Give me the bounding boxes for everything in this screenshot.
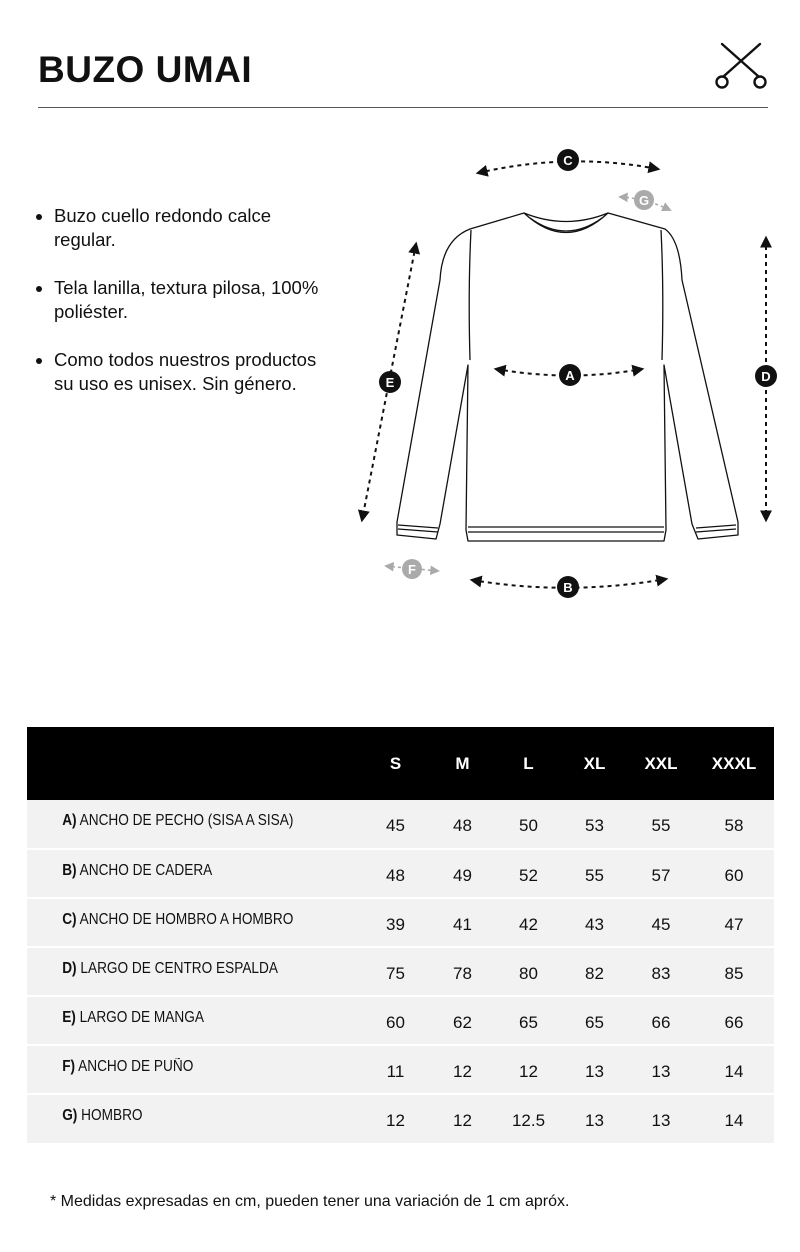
cell-value: 13 [651, 1111, 671, 1130]
cell-value: 11 [386, 1062, 405, 1081]
cell-value: 60 [724, 866, 744, 885]
size-header-m: M [455, 753, 470, 773]
svg-text:F: F [408, 562, 416, 577]
garment-diagram [330, 130, 800, 610]
cell-value: 85 [724, 964, 744, 983]
table-row [27, 1045, 774, 1094]
bullet-icon [36, 358, 42, 364]
feature-item: Tela lanilla, textura pilosa, 100% poliéster. [34, 276, 334, 324]
table-row [27, 996, 774, 1045]
table-row [27, 898, 774, 947]
svg-text:C: C [563, 153, 573, 168]
cell-value: 41 [453, 915, 472, 934]
cell-value: 42 [519, 915, 538, 934]
size-header-xl: XL [583, 753, 606, 773]
table-row [27, 849, 774, 898]
cell-value: 55 [651, 816, 671, 835]
header-empty-cell [27, 727, 362, 800]
cell-value: 12 [519, 1062, 538, 1081]
cell-value: 62 [453, 1013, 472, 1032]
size-header-l: L [523, 753, 534, 773]
cell-value: 13 [651, 1062, 671, 1081]
svg-text:E: E [385, 375, 395, 390]
cell-value: 80 [519, 964, 538, 983]
cell-value: 48 [386, 866, 405, 885]
cell-value: 12 [453, 1062, 472, 1081]
feature-list [34, 204, 334, 420]
svg-text:A: A [565, 368, 575, 383]
cell-value: 12 [453, 1111, 472, 1130]
sweater-measurement-svg [330, 130, 800, 610]
row-label: F) ANCHO DE PUÑO [62, 1058, 194, 1075]
cell-value: 45 [386, 816, 405, 835]
bullet-icon [36, 214, 42, 220]
cell-value: 83 [651, 964, 671, 983]
size-header-xxl: XXL [644, 753, 678, 773]
cell-value: 53 [585, 816, 604, 835]
cell-value: 43 [585, 915, 604, 934]
cell-value: 12 [386, 1111, 405, 1130]
row-label: D) LARGO DE CENTRO ESPALDA [62, 960, 278, 977]
cell-value: 75 [386, 964, 405, 983]
size-header-xxxl: XXXL [711, 753, 757, 773]
cell-value: 65 [585, 1013, 604, 1032]
cell-value: 39 [386, 915, 405, 934]
cell-value: 60 [386, 1013, 405, 1032]
table-row [27, 947, 774, 996]
cell-value: 78 [453, 964, 472, 983]
cell-value: 49 [453, 866, 472, 885]
row-label: B) ANCHO DE CADERA [62, 862, 213, 879]
table-row [27, 1094, 774, 1143]
bullet-icon [36, 286, 42, 292]
feature-item: Buzo cuello redondo calce regular. [34, 204, 334, 252]
header-divider [38, 107, 768, 108]
cell-value: 66 [724, 1013, 744, 1032]
cell-value: 52 [519, 866, 538, 885]
cell-value: 50 [519, 816, 538, 835]
svg-text:D: D [761, 369, 771, 384]
table-row [27, 800, 774, 849]
cell-value: 47 [724, 915, 744, 934]
row-label: C) ANCHO DE HOMBRO A HOMBRO [62, 911, 294, 928]
cell-value: 66 [651, 1013, 671, 1032]
size-header-row [27, 727, 774, 800]
cell-value: 13 [585, 1062, 604, 1081]
cell-value: 55 [585, 866, 604, 885]
page-title: BUZO UMAI [38, 49, 253, 90]
footnote: * Medidas expresadas en cm, pueden tener una variación de 1 cm apróx. [50, 1193, 570, 1210]
cell-value: 14 [724, 1062, 744, 1081]
svg-text:B: B [563, 580, 573, 595]
cell-value: 57 [651, 866, 671, 885]
cell-value: 58 [724, 816, 744, 835]
cell-value: 45 [651, 915, 671, 934]
cell-value: 65 [519, 1013, 538, 1032]
cell-value: 48 [453, 816, 472, 835]
svg-text:G: G [638, 193, 650, 208]
cell-value: 13 [585, 1111, 604, 1130]
cell-value: 14 [724, 1111, 744, 1130]
row-label: E) LARGO DE MANGA [62, 1009, 204, 1026]
size-header-s: S [389, 753, 402, 773]
row-label: A) ANCHO DE PECHO (SISA A SISA) [62, 812, 294, 829]
size-table [27, 727, 774, 1143]
cell-value: 82 [585, 964, 604, 983]
cell-value: 12.5 [511, 1111, 546, 1130]
feature-item: Como todos nuestros productos su uso es unisex. Sin género. [34, 348, 334, 396]
scissors-icon [714, 40, 768, 90]
row-label: G) HOMBRO [62, 1107, 143, 1124]
